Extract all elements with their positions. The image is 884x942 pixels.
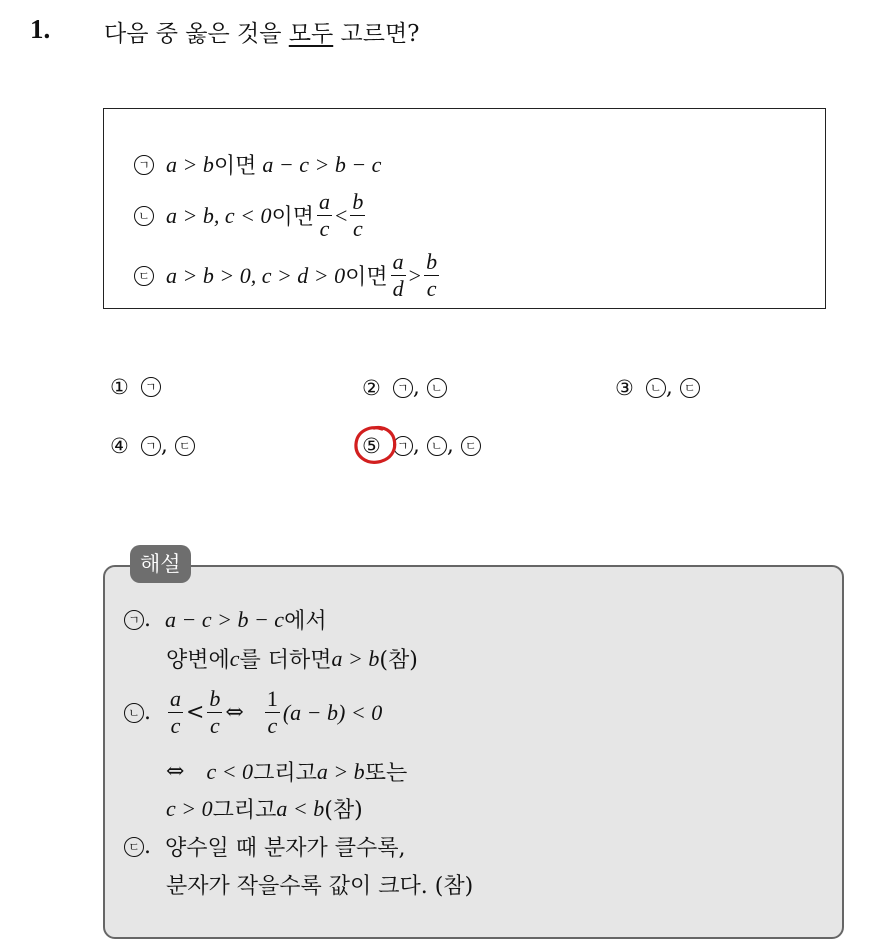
choice-item: ㄱ	[141, 377, 161, 397]
label-nieun: ㄴ	[124, 703, 144, 723]
question-text-before: 다음 중 옳은 것을	[104, 21, 289, 47]
question-text-underline: 모두	[288, 21, 334, 47]
fraction-denominator: c	[170, 713, 181, 738]
solution-line-5	[166, 793, 363, 824]
solution-fraction-2	[207, 688, 222, 737]
choice-item: ㄴ	[427, 436, 447, 456]
fraction-numerator: a	[392, 249, 404, 274]
solution-line-5-word-2: (참)	[324, 798, 363, 823]
solution-line-7-text: 분자가 작을수록 값이 크다. (참)	[166, 874, 474, 899]
fraction-denominator: c	[267, 713, 278, 738]
fraction-denominator: c	[426, 276, 437, 301]
solution-line-6: ㄷ . 양수일 때 분자가 클수록,	[124, 831, 405, 862]
choice-2-mark: ②	[362, 375, 381, 400]
label-digeut: ㄷ	[134, 266, 154, 286]
choice-2[interactable]: ② ㄱ , ㄴ	[362, 375, 447, 400]
statement-3-condition: a > b > 0, c > d > 0	[166, 262, 346, 288]
choice-1[interactable]	[110, 375, 161, 399]
statement-3-operator: >	[408, 262, 422, 288]
choice-5[interactable]: ⑤ ㄱ , ㄴ , ㄷ	[362, 433, 481, 458]
choice-item: ㄷ	[175, 436, 195, 456]
solution-line-1-math: a − c > b − c	[164, 606, 285, 632]
solution-tag: 해설	[130, 545, 191, 583]
solution-line-2	[166, 643, 418, 674]
fraction-numerator: b	[352, 189, 364, 214]
solution-line-4-word-2: 또는	[364, 761, 408, 786]
label-giyeok: ㄱ	[134, 155, 154, 175]
label-digeut: ㄷ	[124, 837, 144, 857]
statement-1-result: a − c > b − c	[262, 151, 382, 177]
choice-item: ㄱ	[393, 436, 413, 456]
fraction-numerator: a	[318, 189, 330, 214]
choice-item: ㄱ	[393, 378, 413, 398]
solution-line-4-word-1: 그리고	[253, 761, 317, 786]
answer-circle-mark	[352, 423, 400, 467]
solution-line-2-prefix: 양변에	[166, 648, 230, 673]
statement-2-fraction-1	[317, 191, 332, 240]
solution-line-2-var: c	[229, 645, 240, 671]
solution-line-4	[166, 756, 407, 787]
solution-line-5-math-2: a < b	[276, 795, 325, 821]
solution-line-3-operator: <	[185, 700, 205, 725]
solution-line-2-math: a > b	[331, 645, 380, 671]
solution-line-1: ㄱ . a − c > b − c 에서	[124, 604, 327, 635]
choice-4[interactable]: ④ ㄱ , ㄷ	[110, 433, 195, 458]
choice-item: ㄷ	[680, 378, 700, 398]
label-nieun: ㄴ	[134, 206, 154, 226]
solution-line-4-math-1: c < 0	[206, 758, 254, 784]
choice-item: ㄷ	[461, 436, 481, 456]
choice-3[interactable]: ③ ㄴ , ㄷ	[615, 375, 700, 400]
fraction-numerator: b	[426, 249, 438, 274]
solution-line-6-text: 양수일 때 분자가 클수록,	[164, 836, 406, 861]
statement-3	[134, 251, 442, 300]
solution-line-2-suffix: (참)	[379, 648, 418, 673]
statement-2-fraction-2	[350, 191, 365, 240]
fraction-denominator: c	[210, 713, 220, 738]
solution-line-5-math-1: c > 0	[166, 795, 213, 821]
fraction-numerator: 1	[266, 686, 278, 711]
question-number: 1.	[30, 14, 51, 44]
statement-2-operator: <	[334, 202, 348, 228]
question-text-after: 고르면?	[333, 21, 420, 47]
choice-item: ㄴ	[646, 378, 666, 398]
solution-line-4-math-2: a > b	[316, 758, 365, 784]
fraction-denominator: d	[392, 276, 404, 301]
choice-5-mark: ⑤	[362, 433, 381, 458]
statement-2	[134, 191, 368, 240]
choice-item: ㄱ	[141, 436, 161, 456]
statement-1-condition: a > b	[166, 151, 214, 177]
statement-3-then: 이면	[345, 265, 388, 290]
question-text	[104, 15, 420, 48]
solution-line-3-rest: (a − b) < 0	[282, 699, 383, 725]
statement-3-fraction-1	[391, 251, 406, 300]
label-giyeok: ㄱ	[124, 610, 144, 630]
solution-fraction-3	[265, 688, 280, 737]
fraction-numerator: a	[169, 686, 181, 711]
choice-item: ㄴ	[427, 378, 447, 398]
statement-2-then: 이면	[271, 205, 314, 230]
solution-line-1-suffix: 에서	[284, 609, 327, 634]
statement-box	[103, 108, 826, 309]
solution-line-5-word-1: 그리고	[212, 798, 277, 823]
statement-3-fraction-2	[424, 251, 439, 300]
choice-3-mark: ③	[615, 375, 634, 400]
fraction-denominator: c	[319, 216, 330, 241]
solution-line-2-mid: 를 더하면	[239, 648, 332, 673]
choice-1-mark: ①	[110, 375, 129, 399]
fraction-numerator: b	[209, 686, 221, 711]
solution-line-3: ㄴ . $\frac{a}{c}$ < $\frac{b}{c}$ ⇔ $\frac{1}{c}$ (a − b) < 0	[124, 688, 382, 737]
statement-1-then: 이면	[213, 154, 257, 179]
solution-fraction-1	[168, 688, 183, 737]
statement-2-condition: a > b, c < 0	[166, 202, 272, 228]
choice-4-mark: ④	[110, 433, 129, 458]
statement-1	[134, 149, 381, 180]
solution-line-7	[166, 869, 473, 900]
fraction-denominator: c	[353, 216, 363, 241]
iff-symbol: ⇔	[166, 759, 185, 784]
iff-symbol: ⇔	[225, 700, 244, 725]
